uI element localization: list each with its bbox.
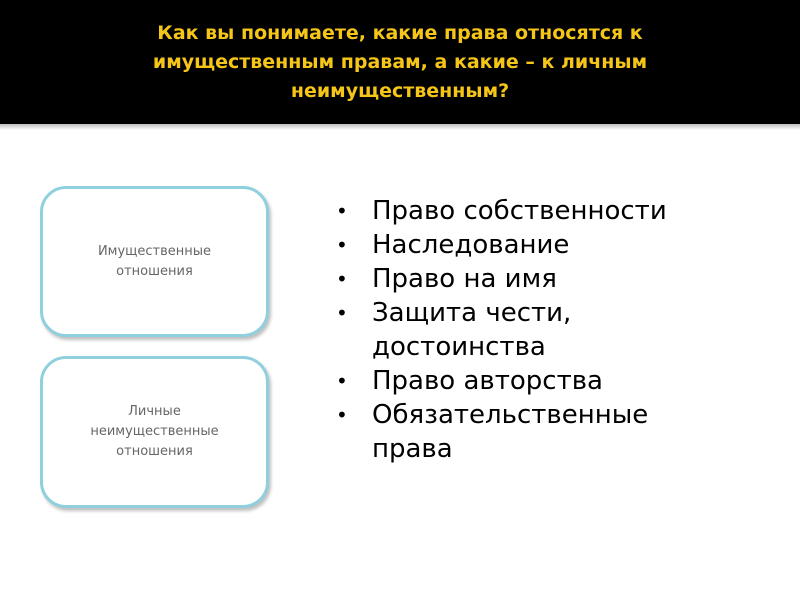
list-item-text: Право собственности [372, 196, 667, 226]
bullet-icon: • [336, 301, 348, 325]
rights-list [334, 194, 754, 466]
bullet-icon: • [336, 267, 348, 291]
bullet-icon: • [336, 403, 348, 427]
list-item-text: Обязательственные права [372, 400, 649, 464]
list-item [334, 262, 754, 296]
list-item-text: Наследование [372, 230, 570, 260]
title-bar-shadow [0, 124, 800, 130]
list-item-text: Право авторства [372, 366, 603, 396]
list-item [334, 296, 754, 364]
list-item-text: Право на имя [372, 264, 557, 294]
list-item [334, 364, 754, 398]
list-item [334, 228, 754, 262]
property-relations-box [40, 186, 269, 337]
bullet-icon: • [336, 199, 348, 223]
slide-title: Как вы понимаете, какие права относятся к имущественным правам, а какие – к личным неимущественным? [152, 21, 648, 102]
personal-non-property-relations-box [40, 356, 269, 508]
title-bar [0, 0, 800, 124]
list-item [334, 194, 754, 228]
list-item-text: Защита чести, достоинства [372, 298, 572, 362]
personal-non-property-relations-label: Личные неимущественные отношения [90, 404, 219, 459]
bullet-icon: • [336, 233, 348, 257]
property-relations-label: Имущественные отношения [97, 243, 212, 279]
list-item [334, 398, 754, 466]
bullet-icon: • [336, 369, 348, 393]
